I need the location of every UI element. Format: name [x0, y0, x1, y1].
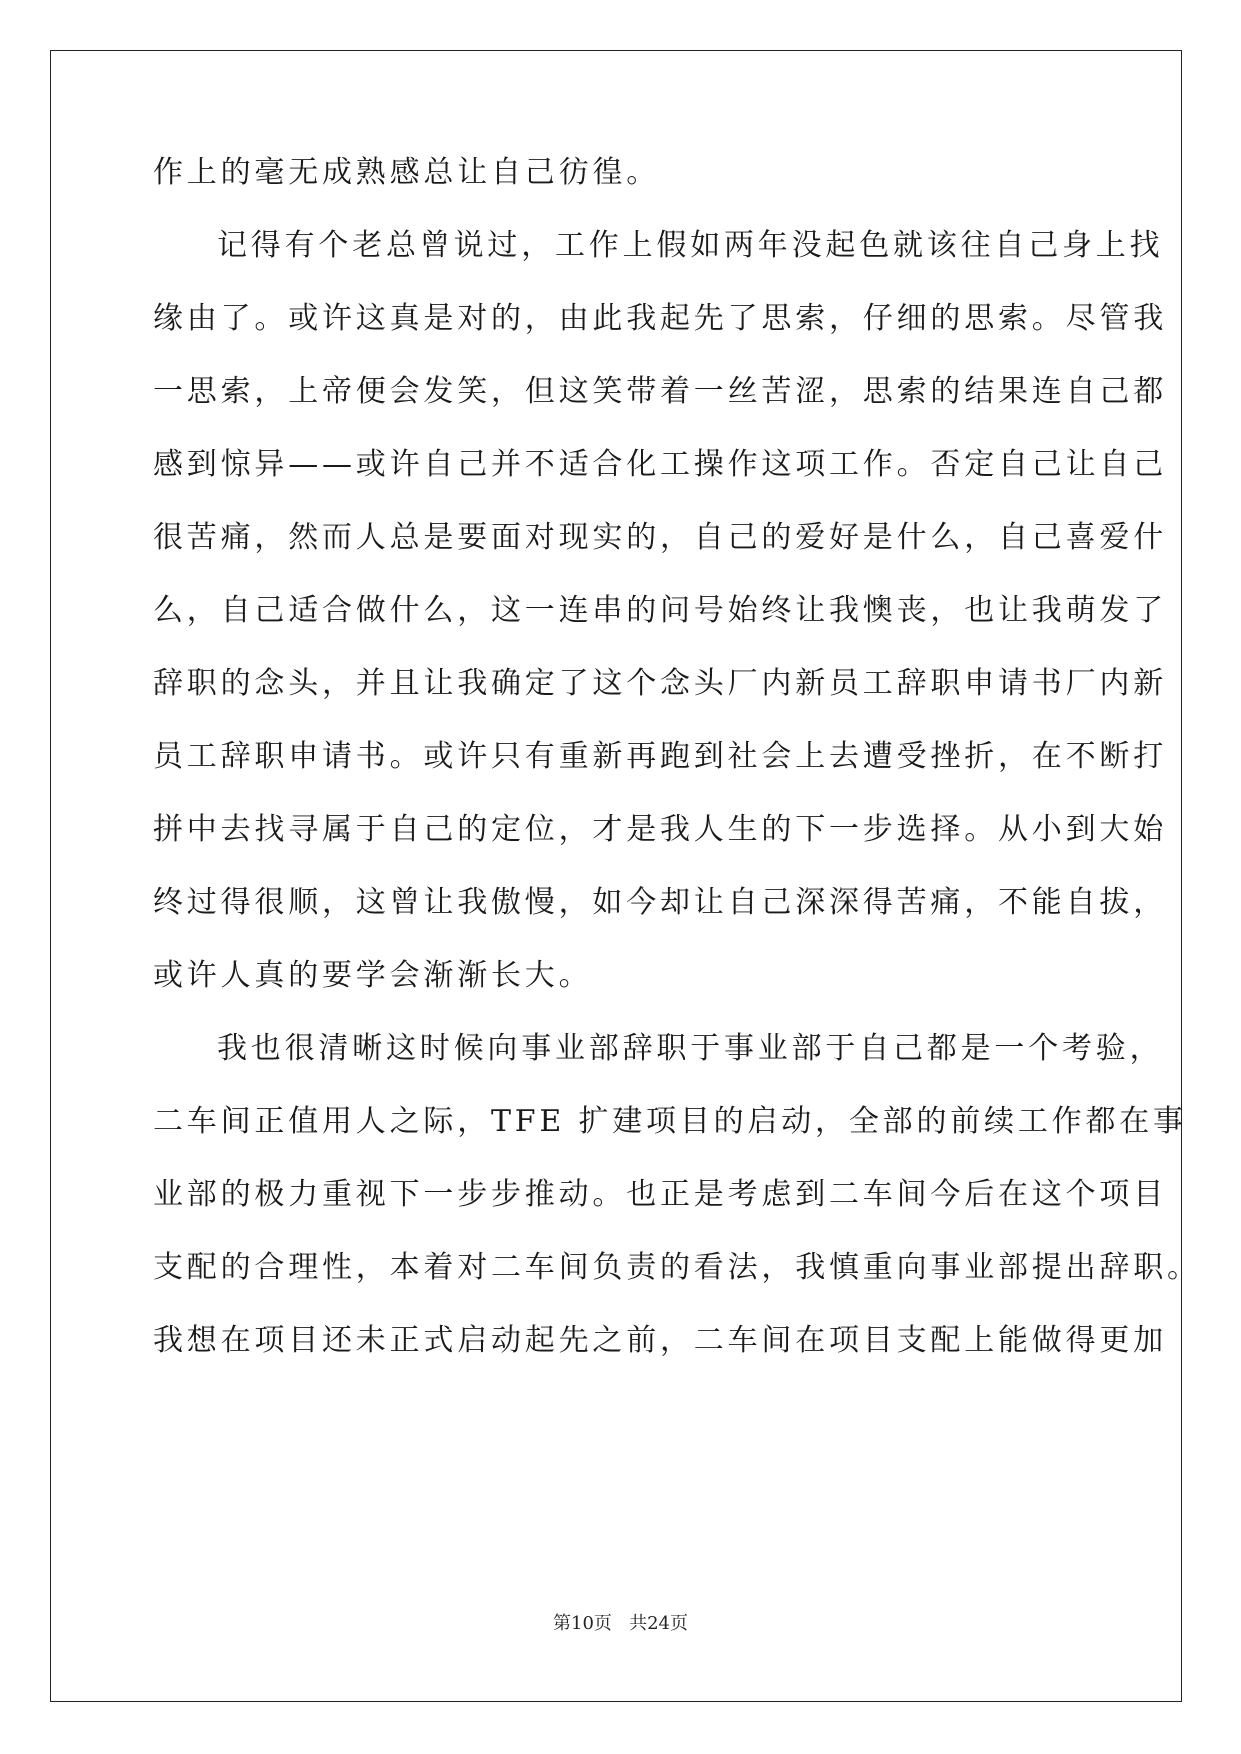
text-line: 终过得很顺，这曾让我傲慢，如今却让自己深深得苦痛，不能自拔， [153, 885, 1167, 920]
text-line: 我也很清晰这时候向事业部辞职于事业部于自己都是一个考验， [217, 1031, 1164, 1066]
text-line: 感到惊异——或许自己并不适合化工操作这项工作。否定自己让自己 [153, 447, 1167, 482]
text-line: 缘由了。或许这真是对的，由此我起先了思索，仔细的思索。尽管我 [153, 301, 1167, 336]
text-line: 很苦痛，然而人总是要面对现实的，自己的爱好是什么，自己喜爱什 [153, 520, 1167, 555]
text-line: 二车间正值用人之际，TFE 扩建项目的启动，全部的前续工作都在事 [153, 1104, 1187, 1139]
text-line: 员工辞职申请书。或许只有重新再跑到社会上去遭受挫折，在不断打 [153, 739, 1167, 774]
text-line: 业部的极力重视下一步步推动。也正是考虑到二车间今后在这个项目 [153, 1177, 1167, 1212]
text-line: 或许人真的要学会渐渐长大。 [153, 958, 593, 993]
page-total: 共24页 [629, 1613, 688, 1634]
page-border [50, 50, 1182, 1702]
text-line: 么，自己适合做什么，这一连串的问号始终让我懊丧，也让我萌发了 [153, 593, 1167, 628]
text-line: 辞职的念头，并且让我确定了这个念头厂内新员工辞职申请书厂内新 [153, 666, 1167, 701]
text-line: 我想在项目还未正式启动起先之前，二车间在项目支配上能做得更加 [153, 1323, 1167, 1358]
page-footer [0, 1612, 1241, 1636]
text-line: 记得有个老总曾说过，工作上假如两年没起色就该往自己身上找 [217, 228, 1164, 263]
text-line: 拼中去找寻属于自己的定位，才是我人生的下一步选择。从小到大始 [153, 812, 1167, 847]
text-line: 一思索，上帝便会发笑，但这笑带着一丝苦涩，思索的结果连自己都 [153, 374, 1167, 409]
text-line: 支配的合理性，本着对二车间负责的看法，我慎重向事业部提出辞职。 [153, 1250, 1201, 1285]
page-number: 第10页 [553, 1613, 612, 1634]
text-line: 作上的毫无成熟感总让自己彷徨。 [153, 155, 660, 190]
